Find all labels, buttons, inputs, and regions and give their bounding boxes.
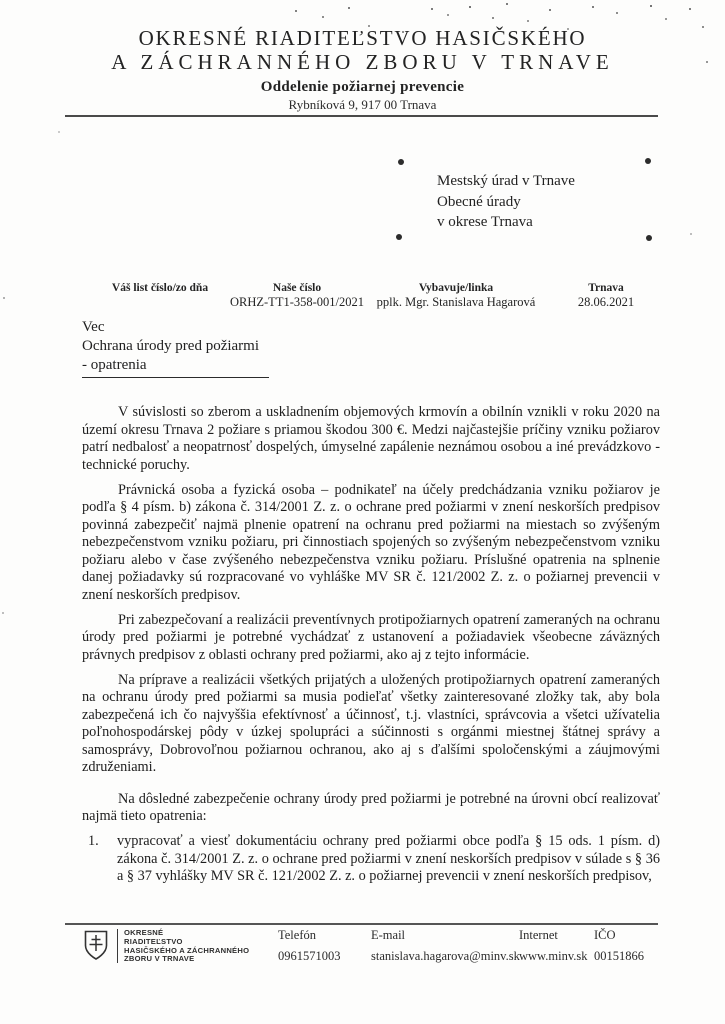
list-item-number: 1. [88,833,99,849]
ref-col-your-letter [112,281,208,295]
body-paragraph: V súvislosti so zberom a uskladnením objemových krmovín a obilnín vznikli v roku 2020 na území okresu Trnava 2 požiare s priamou škodou 300 €. Medzi najčastejšie príčiny vzniku požiarov patrí nedbalosť a neopatrnosť dospelých, úmyselné zapálenie neznámou osobou a iné prevádzkovo - technické poruchy. [82,404,660,473]
ref-label: Vybavuje/linka [418,282,494,294]
ref-col-handled-by [377,281,536,310]
footer-label: E-mail [371,928,406,942]
ref-label: Trnava [588,282,624,294]
subject-line1: Ochrana úrody pred požiarmi [82,338,260,354]
subject-label: Vec [82,319,105,335]
footer-value: 0961571003 [278,949,341,963]
footer-org-block [124,929,249,964]
list-item-text: vypracovať a viesť dokumentáciu ochrany pred požiarmi obce podľa § 15 ods. 1 písm. d) zákona č. 314/2001 Z. z. o ochrane pred požiarmi v znení neskorších predpisov v súlade s § 36 a § 37 vyhlášky MV SR č. 121/2002 Z. z. o požiarnej prevencii v znení neskorších predpisov, [117,833,660,884]
footer-org-line: OKRESNÉ [124,928,164,937]
ref-value: ORHZ-TT1-358-001/2021 [229,295,365,309]
letterhead [0,26,725,112]
ref-label: Naše číslo [272,282,322,294]
letterhead-rule [65,115,658,117]
footer-org-line: HASIČSKÉHO A ZÁCHRANNÉHO [124,945,250,955]
org-name-line1: OKRESNÉ RIADITEĽSTVO HASIČSKÉHO [138,26,587,50]
recipient-address [437,171,575,233]
fire-rescue-shield-icon [83,929,109,962]
footer-col-internet [519,928,588,964]
body-paragraph: Právnická osoba a fyzická osoba – podnikateľ na účely predchádzania vzniku požiarov je podľa § 4 písm. b) zákona č. 314/2001 Z. z. o ochrane pred požiarmi v znení neskorších predpisov povinná zabezpečiť najmä plnenie opatrení na ochranu pred požiarmi na miestach so zvýšeným nebezpečenstvom vzniku požiaru, pri činnostiach spojených so zvýšeným nebezpečenstvom vzniku požiaru alebo v čase zvýšeného nebezpečenstva vzniku požiaru. Príslušné opatrenia na splnenie danej požiadavky sú rozpracované vo vyhláške MV SR č. 121/2002 Z. z. o požiarnej prevencii v znení neskorších predpisov. [82,481,660,603]
ref-col-place-date [578,281,634,310]
footer-org-line: ZBORU V TRNAVE [124,954,195,964]
body-paragraph: Na dôsledné zabezpečenie ochrany úrody pred požiarmi je potrebné na úrovni obcí realizovať najmä tieto opatrenia: [82,790,660,824]
measures-list [82,833,660,886]
body-paragraph: Na príprave a realizácii všetkých prijatých a uložených protipožiarnych opatrení zameraných na ochranu úrody pred požiarmi sa musia podieľať všetky zainteresované zložky tak, aby bola zabezpečená ich čo najvyššia efektívnosť a účinnosť, t.j. vlastníci, správcovia a všetci užívatelia poľnohospodárskej pôdy v úzkej spolupráci a súčinnosti s orgánmi miestnej štátnej správy a samosprávy, Dobrovoľnou požiarnou ochranou, ako aj s ďalšími spoločenskými a záujmovými združeniami. [82,671,660,775]
footer-col-ico [594,928,644,964]
footer-label: IČO [594,928,616,942]
ref-col-our-number [230,281,364,310]
footer-col-email [371,928,520,964]
department-name: Oddelenie požiarnej prevencie [260,79,465,95]
org-address: Rybníková 9, 917 00 Trnava [288,97,437,112]
footer-value: stanislava.hagarova@minv.sk [371,949,520,963]
recipient-line: v okrese Trnava [437,214,533,230]
ref-value: 28.06.2021 [577,295,635,309]
registration-dot [398,159,404,165]
footer-org-line: RIADITEĽSTVO [124,936,183,946]
footer-divider [117,929,118,963]
ref-value: pplk. Mgr. Stanislava Hagarová [376,295,536,309]
footer-label: Telefón [278,928,316,942]
footer-col-phone [278,928,341,964]
ref-label: Váš list číslo/zo dňa [111,282,209,294]
footer-value: 00151866 [594,949,644,963]
recipient-line: Mestský úrad v Trnave [437,173,575,189]
registration-dot [396,234,402,240]
list-item [82,833,660,886]
footer-value: www.minv.sk [519,949,588,963]
footer-label: Internet [519,928,558,942]
letter-body [82,404,660,886]
registration-dot [645,158,651,164]
subject-line2: - opatrenia [82,356,269,378]
recipient-line: Obecné úrady [437,193,521,210]
subject-block [82,318,269,378]
body-paragraph: Pri zabezpečovaní a realizácii preventívnych protipožiarnych opatrení zameraných na ochranu úrody pred požiarmi je potrebné vychádzať z ustanovení a požiadaviek všeobecne záväzných právnych predpisov z oblasti ochrany pred požiarmi, ako aj z tejto informácie. [82,611,660,663]
org-name-line2: A ZÁCHRANNÉHO ZBORU V TRNAVE [111,50,614,74]
registration-dot [646,235,652,241]
footer-rule [65,923,658,925]
scan-noise [0,0,2,2]
